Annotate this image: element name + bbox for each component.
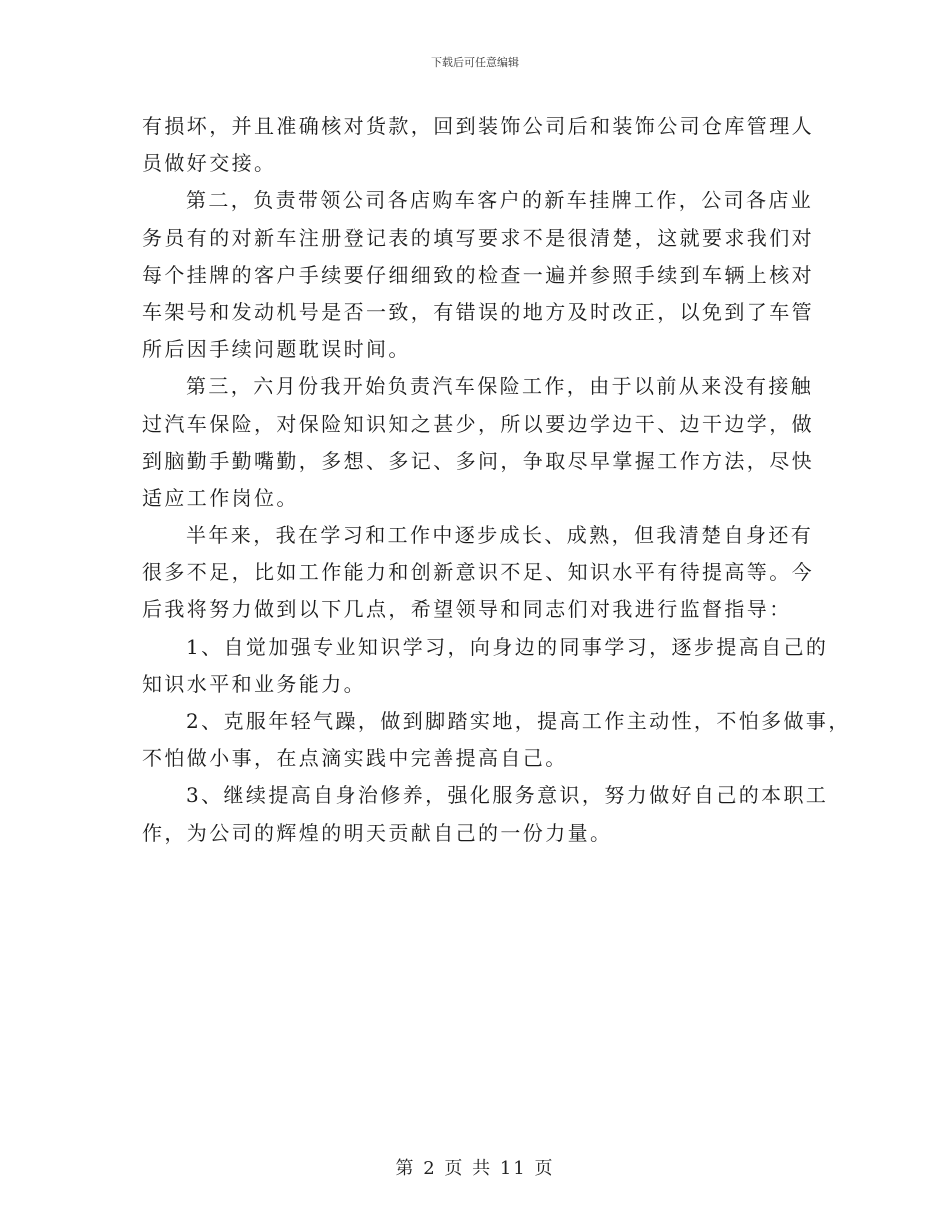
- text-line: 第三，六月份我开始负责汽车保险工作，由于以前从来没有接触: [186, 374, 814, 399]
- document-body: [142, 108, 851, 852]
- paragraph: [142, 182, 812, 368]
- text-line: 所后因手续问题耽误时间。: [142, 337, 411, 362]
- paragraph: [142, 703, 851, 777]
- text-line: 作，为公司的辉煌的明天贡献自己的一份力量。: [142, 820, 613, 845]
- text-line: 后我将努力做到以下几点，希望领导和同志们对我进行监督指导：: [142, 597, 792, 622]
- paragraph: [142, 368, 812, 517]
- text-line: 1、自觉加强专业知识学习，向身边的同事学习，逐步提高自己的: [186, 634, 829, 659]
- text-line: 到脑勤手勤嘴勤，多想、多记、多问，争取尽早掌握工作方法，尽快: [142, 448, 814, 473]
- paragraph: [142, 629, 829, 703]
- page-header: 下载后可任意编辑: [431, 56, 519, 69]
- text-line: 第二，负责带领公司各店购车客户的新车挂牌工作，公司各店业: [186, 188, 814, 213]
- text-line: 半年来，我在学习和工作中逐步成长、成熟，但我清楚自身还有: [186, 523, 814, 548]
- text-line: 2、克服年轻气躁，做到脚踏实地，提高工作主动性，不怕多做事，: [186, 709, 851, 733]
- paragraph: [142, 777, 829, 851]
- text-line: 有损坏，并且准确核对货款，回到装饰公司后和装饰公司仓库管理人: [142, 114, 814, 138]
- paragraph: [142, 108, 812, 182]
- text-line: 每个挂牌的客户手续要仔细细致的检查一遍并参照手续到车辆上核对: [142, 262, 814, 287]
- text-line: 车架号和发动机号是否一致，有错误的地方及时改正，以免到了车管: [142, 299, 814, 324]
- text-line: 过汽车保险，对保险知识知之甚少，所以要边学边干、边干边学，做: [142, 411, 814, 436]
- text-line: 务员有的对新车注册登记表的填写要求不是很清楚，这就要求我们对: [142, 225, 814, 250]
- text-line: 不怕做小事，在点滴实践中完善提高自己。: [142, 746, 568, 771]
- paragraph: [142, 517, 812, 629]
- text-line: 知识水平和业务能力。: [142, 671, 366, 696]
- text-line: 3、继续提高自身治修养，强化服务意识，努力做好自己的本职工: [186, 783, 829, 808]
- text-line: 很多不足，比如工作能力和创新意识不足、知识水平有待提高等。今: [142, 560, 814, 585]
- page-number: 第 2 页 共 11 页: [395, 1158, 555, 1179]
- text-line: 员做好交接。: [142, 151, 277, 176]
- text-line: 适应工作岗位。: [142, 485, 299, 510]
